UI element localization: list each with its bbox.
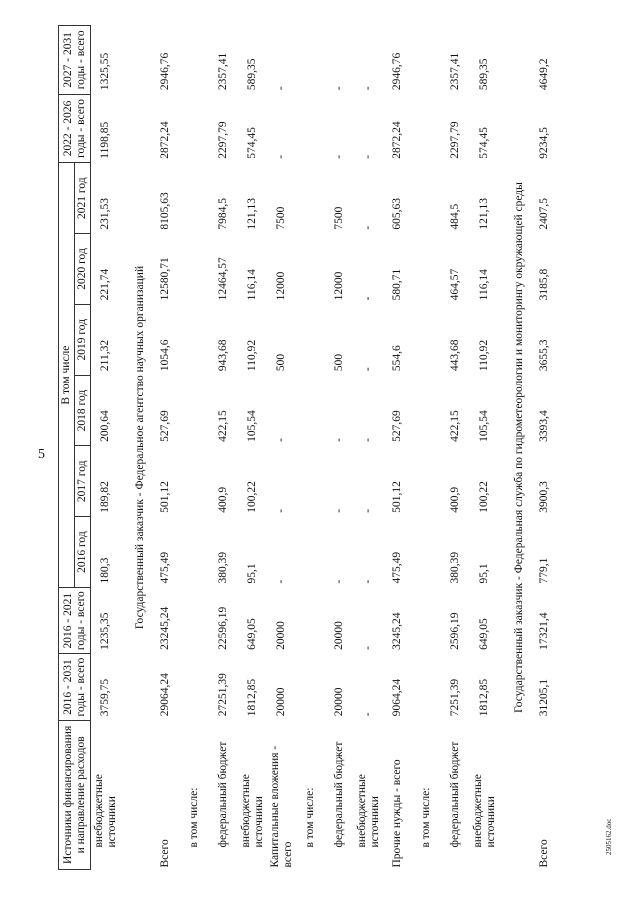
table-row (91, 26, 121, 870)
row-label: внебюджетные источники (239, 774, 265, 848)
row-label: в том числе: (420, 787, 433, 848)
cell-value: 4649,2 (538, 58, 551, 91)
table-row (267, 26, 296, 870)
cell-value: 116,14 (246, 269, 259, 301)
header-including: В том числе (59, 163, 75, 588)
header-total-2016-2021: 2016 - 2021 годы - всего (59, 587, 91, 653)
cell-value: 2357,41 (449, 52, 462, 91)
cell-value: 121,13 (246, 197, 259, 230)
cell-value: 501,12 (391, 481, 404, 513)
table-row (325, 26, 354, 870)
cell-value: 2407,5 (538, 197, 551, 230)
finance-table (58, 25, 559, 870)
row-label: федеральный бюджет (449, 741, 462, 848)
row-label: Капитальные вложения - всего (268, 745, 294, 868)
cell-value: 100,22 (246, 481, 259, 513)
header-total-2022-2026: 2022 - 2026 годы - всего (59, 94, 91, 163)
cell-value: 7251,39 (449, 678, 462, 717)
cell-value: 3759,75 (99, 678, 112, 717)
cell-value (296, 234, 325, 305)
cell-value: - (362, 645, 375, 650)
cell-value: 95,1 (246, 563, 259, 584)
cell-value: 400,9 (449, 486, 462, 513)
cell-value: 2872,24 (159, 121, 172, 159)
cell-value: 9234,5 (538, 127, 551, 159)
cell-value: 95,1 (478, 563, 491, 584)
cell-value: 589,35 (246, 58, 259, 91)
cell-value: 2946,76 (159, 52, 172, 91)
cell-value: 189,82 (99, 481, 112, 513)
cell-value: - (333, 86, 346, 91)
cell-value: - (275, 86, 288, 91)
cell-value: 3185,8 (538, 268, 551, 301)
cell-value: - (275, 438, 288, 442)
table-row (470, 26, 499, 870)
cell-value: 31205,1 (538, 678, 551, 717)
cell-value: 554,6 (391, 345, 404, 372)
footer-doc-code: 2505162.doc (605, 818, 613, 855)
section-title: Государственный заказчик - Федеральное агентство научных организаций (133, 265, 146, 630)
cell-value: 12580,71 (159, 257, 172, 301)
cell-value: 211,32 (99, 339, 112, 372)
cell-value: 580,71 (391, 268, 404, 301)
cell-value: 20000 (333, 621, 346, 650)
cell-value: 779,1 (538, 557, 551, 584)
cell-value: 180,3 (99, 557, 112, 584)
cell-value: 400,9 (217, 486, 230, 513)
table-row (180, 26, 209, 870)
cell-value: 464,57 (449, 268, 462, 301)
cell-value (412, 94, 441, 163)
cell-value (296, 163, 325, 234)
cell-value: 27251,39 (217, 673, 230, 717)
cell-value: 574,45 (478, 127, 491, 159)
row-label: Всего (159, 839, 172, 868)
header-total-2027-2031: 2027 - 2031 годы - всего (59, 26, 91, 95)
cell-value: 3655,3 (538, 339, 551, 372)
cell-value (180, 234, 209, 305)
cell-value (412, 517, 441, 588)
cell-value: - (275, 508, 288, 513)
cell-value: 3900,3 (538, 481, 551, 513)
cell-value: 20000 (275, 621, 288, 650)
cell-value: 2297,79 (449, 121, 462, 159)
cell-value: 9064,24 (391, 678, 404, 717)
cell-value (412, 375, 441, 446)
cell-value: 105,54 (478, 410, 491, 442)
table-row (412, 26, 441, 870)
cell-value: 1235,35 (99, 612, 112, 650)
cell-value: 7500 (333, 206, 346, 230)
cell-value: 1325,55 (99, 52, 112, 91)
row-label: внебюджетные источники (92, 774, 118, 848)
cell-value: 110,92 (478, 339, 491, 372)
cell-value (180, 375, 209, 446)
row-label: Прочие нужды - всего (391, 759, 404, 868)
cell-value: - (333, 508, 346, 513)
cell-value: 17321,4 (538, 612, 551, 650)
cell-value: 649,05 (246, 618, 259, 650)
cell-value: 110,92 (246, 339, 259, 372)
cell-value (296, 587, 325, 653)
cell-value: - (362, 438, 375, 442)
cell-value: 8105,63 (159, 192, 172, 230)
cell-value (412, 26, 441, 95)
cell-value: 2357,41 (217, 52, 230, 91)
cell-value: 475,49 (391, 551, 404, 584)
cell-value: 20000 (333, 687, 346, 717)
cell-value: 200,64 (99, 410, 112, 442)
cell-value: - (362, 367, 375, 372)
cell-value: - (362, 712, 375, 717)
cell-value: 380,39 (217, 551, 230, 584)
row-label: в том числе: (304, 787, 317, 848)
cell-value (180, 517, 209, 588)
cell-value: - (362, 296, 375, 301)
cell-value: 2946,76 (391, 52, 404, 91)
cell-value: 105,54 (246, 410, 259, 442)
header-2018: 2018 год (75, 375, 91, 446)
row-label: федеральный бюджет (333, 741, 346, 848)
header-2017: 2017 год (75, 446, 91, 517)
header-2020: 2020 год (75, 234, 91, 305)
cell-value: 3393,4 (538, 410, 551, 442)
cell-value: - (362, 225, 375, 230)
row-label: внебюджетные источники (355, 774, 381, 848)
cell-value: - (333, 154, 346, 159)
cell-value (412, 587, 441, 653)
table-row (441, 26, 470, 870)
table-row (296, 26, 325, 870)
cell-value (412, 446, 441, 517)
cell-value (180, 587, 209, 653)
cell-value: - (362, 154, 375, 159)
cell-value (180, 163, 209, 234)
cell-value (296, 94, 325, 163)
row-label: в том числе: (188, 787, 201, 848)
cell-value: 500 (275, 353, 288, 372)
cell-value (296, 654, 325, 720)
cell-value: 527,69 (391, 410, 404, 442)
cell-value: 589,35 (478, 58, 491, 91)
cell-value: 605,63 (391, 197, 404, 230)
cell-value (412, 234, 441, 305)
cell-value: 380,39 (449, 551, 462, 584)
cell-value: 3245,24 (391, 612, 404, 650)
cell-value: 121,13 (478, 197, 491, 230)
cell-value: 501,12 (159, 481, 172, 513)
cell-value: 2596,19 (449, 612, 462, 650)
cell-value: 1054,6 (159, 339, 172, 372)
cell-value: 116,14 (478, 269, 491, 301)
cell-value: 422,15 (449, 410, 462, 442)
cell-value: 231,53 (99, 197, 112, 230)
cell-value: 7500 (275, 206, 288, 230)
cell-value: 2872,24 (391, 121, 404, 159)
table-row (151, 26, 180, 870)
cell-value: 23245,24 (159, 606, 172, 650)
cell-value: 20000 (275, 687, 288, 717)
cell-value (412, 304, 441, 375)
cell-value: 649,05 (478, 618, 491, 650)
cell-value: - (333, 438, 346, 442)
cell-value: 221,74 (99, 268, 112, 301)
section-title: Государственный заказчик - Федеральная служба по гидрометеорологии и мониторингу окружающей среды (512, 182, 525, 713)
cell-value: 7984,5 (217, 197, 230, 230)
table-row (354, 26, 383, 870)
cell-value: 29064,24 (159, 673, 172, 717)
cell-value (180, 304, 209, 375)
cell-value: 443,68 (449, 339, 462, 372)
row-label: Всего (538, 839, 551, 868)
rotated-table-container (58, 25, 598, 870)
cell-value: 475,49 (159, 551, 172, 584)
cell-value: - (333, 579, 346, 584)
cell-value (296, 304, 325, 375)
cell-value: 527,69 (159, 410, 172, 442)
cell-value: 1812,85 (478, 678, 491, 717)
cell-value: 2297,79 (217, 121, 230, 159)
cell-value: 1812,85 (246, 678, 259, 717)
cell-value: - (362, 579, 375, 584)
cell-value (180, 446, 209, 517)
header-2019: 2019 год (75, 304, 91, 375)
cell-value (412, 163, 441, 234)
cell-value (180, 94, 209, 163)
cell-value: - (275, 579, 288, 584)
page-number: 5 (38, 447, 45, 462)
cell-value: 22596,19 (217, 606, 230, 650)
cell-value: 484,5 (449, 203, 462, 230)
cell-value: - (362, 508, 375, 513)
table-row (209, 26, 238, 870)
section-row (126, 26, 151, 870)
cell-value: 100,22 (478, 481, 491, 513)
table-row (238, 26, 267, 870)
cell-value: - (275, 154, 288, 159)
cell-value: 500 (333, 353, 346, 372)
cell-value (180, 654, 209, 720)
header-total-2016-2031: 2016 - 2031 годы - всего (59, 654, 91, 720)
table-body (91, 26, 560, 870)
cell-value (412, 654, 441, 720)
header-source: Источники финансирования и направление расходов (59, 720, 91, 869)
cell-value (296, 26, 325, 95)
cell-value (296, 375, 325, 446)
cell-value: 12464,57 (217, 257, 230, 301)
cell-value (296, 517, 325, 588)
table-row (383, 26, 412, 870)
cell-value: 12000 (275, 271, 288, 301)
row-label: внебюджетные источники (471, 774, 497, 848)
header-2021: 2021 год (75, 163, 91, 234)
section-row (505, 26, 530, 870)
cell-value (296, 446, 325, 517)
cell-value (180, 26, 209, 95)
table-header (59, 26, 91, 870)
cell-value: 943,68 (217, 339, 230, 372)
cell-value: 422,15 (217, 410, 230, 442)
table-row (530, 26, 559, 870)
cell-value: - (362, 86, 375, 91)
cell-value: 1198,85 (99, 121, 112, 159)
cell-value: 12000 (333, 271, 346, 301)
header-2016: 2016 год (75, 517, 91, 588)
cell-value: 574,45 (246, 127, 259, 159)
row-label: федеральный бюджет (217, 741, 230, 848)
